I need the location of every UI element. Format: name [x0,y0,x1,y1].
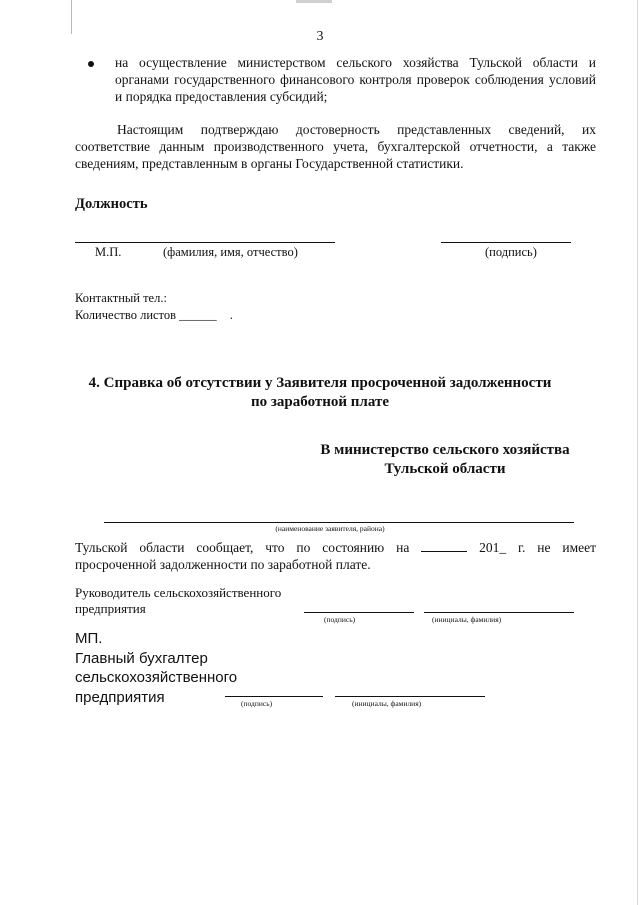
name-signature-line [75,242,335,243]
statement-word: по [296,540,311,555]
statement-word: состоянию [322,540,385,555]
statement-word: на [396,540,410,555]
statement-paragraph [75,539,596,573]
statement-line1 [75,539,596,556]
scan-edge-artifact [637,0,638,905]
bullet-list-item [88,54,596,105]
sheets-count-blank: ______ [179,308,217,322]
accountant-block [75,629,237,707]
accountant-signature-line [225,696,323,697]
sheets-count-end: . [229,308,233,322]
head-signer-label-line1: Руководитель сельскохозяйственного [75,585,282,600]
section-title-line2: по заработной плате [251,394,389,410]
head-signature-line [304,612,414,613]
contact-phone-label: Контактный тел.: [75,291,167,305]
applicant-name-line [104,522,574,523]
head-name-line [424,612,574,613]
recipient-block [300,441,590,479]
statement-word: имеет [562,540,596,555]
head-signer-label-line2: предприятия [75,601,146,616]
statement-word: Тульской [75,540,128,555]
section-title-line1: 4. Справка об отсутствии у Заявителя просроченной задолженности [88,375,552,391]
statement-line2: просроченной задолженности по заработной плате. [75,557,371,572]
bullet-icon [88,61,94,67]
recipient-line2: Тульской области [384,461,506,477]
stamp-label: М.П. [95,245,122,259]
statement-word: сообщает, [196,540,254,555]
applicant-caption: (наименование заявителя, района) [275,524,385,533]
head-signer-label [75,585,281,617]
signature-line [441,242,571,243]
sheets-count-row [75,308,233,323]
head-signature-caption: (подпись) [324,615,356,624]
statement-year: 201_ [479,540,507,555]
section-title [0,374,640,412]
accountant-signature-caption: (подпись) [241,699,273,708]
accountant-title-line2: сельскохозяйственного [75,669,238,686]
accountant-stamp-label: МП. [75,630,103,647]
statement-word: г. [517,540,526,555]
statement-word: области [139,540,185,555]
accountant-name-line [335,696,485,697]
signature-caption: (подпись) [485,245,537,259]
accountant-name-caption: (инициалы, фамилия) [352,699,422,708]
accountant-title-line3: предприятия [75,688,165,706]
bullet-text: на осуществление министерством сельского хозяйства Тульской области и органами государственного финансового контроля проверок соблюдения условий и порядка предоставления субсидий; [115,55,596,104]
date-blank [421,550,467,552]
accountant-title-line1: Главный бухгалтер [75,649,208,667]
confirmation-paragraph: Настоящим подтверждаю достоверность представленных сведений, их соответствие данным производственного учета, бухгалтерской отчетности, а также сведениям, представленным в органы Государственной статистики. [75,122,596,171]
name-caption: (фамилия, имя, отчество) [163,245,298,259]
statement-word: не [537,540,551,555]
recipient-line1: В министерство сельского хозяйства [320,442,570,458]
head-name-caption: (инициалы, фамилия) [432,615,502,624]
scan-top-artifact [296,0,332,3]
position-title: Должность [75,196,148,212]
page-number: 3 [316,29,324,44]
statement-word: что [265,540,285,555]
sheets-count-label: Количество листов [75,308,177,322]
